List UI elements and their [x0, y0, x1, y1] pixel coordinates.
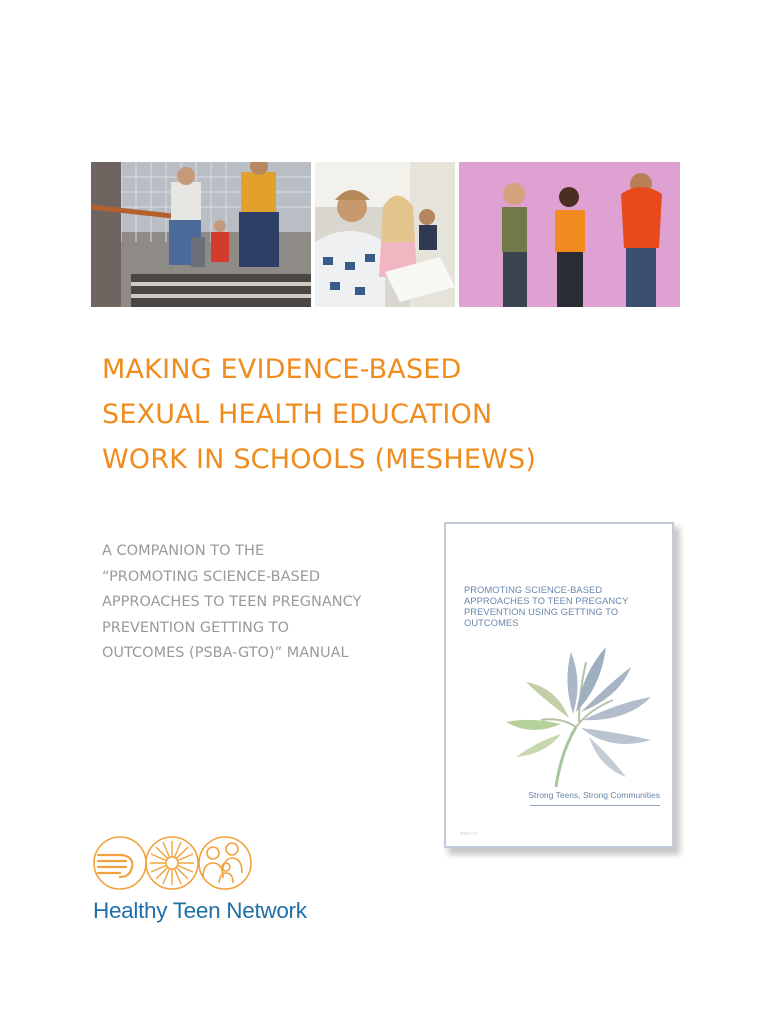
manual-cover-footer: 3000.0.0: [460, 831, 478, 836]
title-line: SEXUAL HEALTH EDUCATION: [102, 399, 493, 430]
subtitle-line: “PROMOTING SCIENCE-BASED: [102, 568, 321, 585]
subtitle-line: A COMPANION TO THE: [102, 543, 265, 559]
manual-cover-title-line: PROMOTING SCIENCE-BASED: [464, 585, 603, 595]
manual-cover-title-line: PREVENTION USING GETTING TO: [464, 607, 619, 617]
manual-cover-divider: [530, 805, 660, 806]
title-line: WORK IN SCHOOLS (MESHEWS): [102, 444, 537, 475]
teens-against-pink-wall-photo: [459, 162, 680, 307]
manual-cover: [444, 522, 674, 848]
manual-cover-tagline: Strong Teens, Strong Communities: [528, 790, 660, 800]
manual-cover-title-line: APPROACHES TO TEEN PREGANCY: [464, 596, 629, 606]
subtitle-line: OUTCOMES (PSBA-GTO)” MANUAL: [102, 645, 349, 661]
document-subtitle: [102, 539, 432, 667]
students-on-stairs-photo: [91, 162, 311, 307]
students-in-classroom-photo: [315, 162, 455, 307]
healthy-teen-network-logo: [92, 833, 262, 893]
title-line: MAKING EVIDENCE-BASED: [102, 354, 462, 385]
leaf-tree-icon: [501, 642, 661, 787]
subtitle-line: APPROACHES TO TEEN PREGNANCY: [102, 594, 362, 610]
document-title: [102, 347, 662, 482]
manual-cover-title-line: OUTCOMES: [464, 618, 519, 628]
logo-wordmark: Healthy Teen Network: [93, 898, 307, 923]
subtitle-line: PREVENTION GETTING TO: [102, 619, 290, 636]
manual-cover-title: [464, 585, 664, 629]
